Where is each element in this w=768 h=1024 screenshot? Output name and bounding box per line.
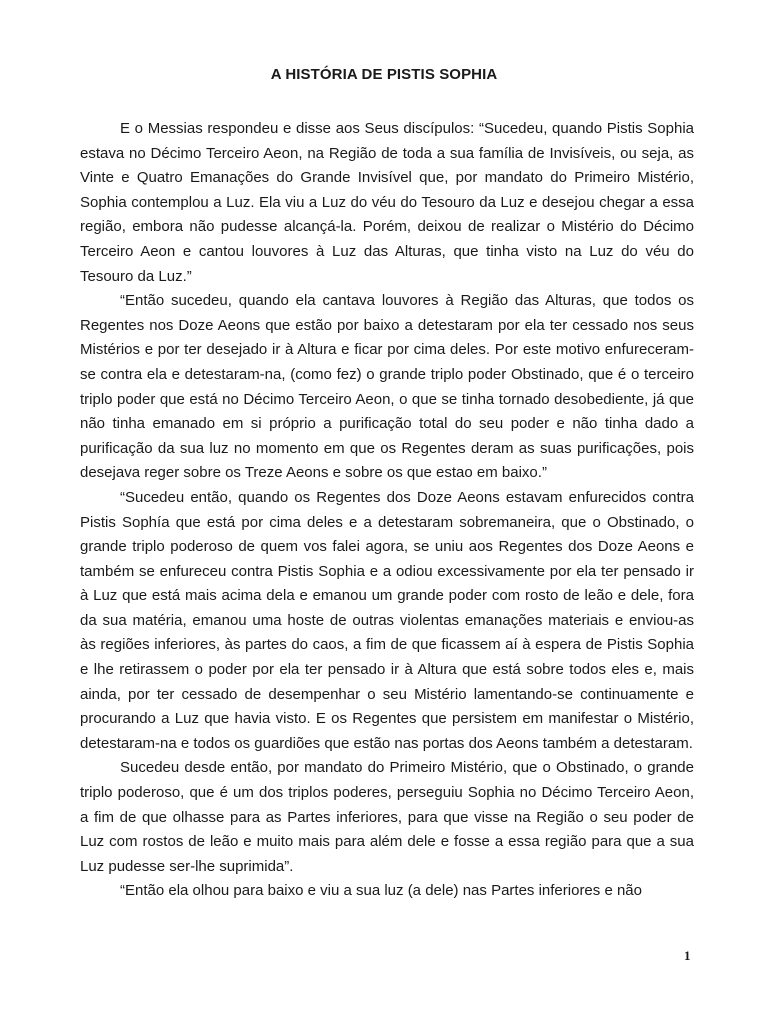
- paragraph-4: Sucedeu desde então, por mandato do Primeiro Mistério, que o Obstinado, o grande triplo poderoso, que é um dos triplos poderes, perseguiu Sophia no Décimo Terceiro Aeon, a fim de que olhasse para as Partes inferiores, para que visse na Região o seu poder de Luz com rostos de leão e muito mais para além dele e fosse a essa região para que a sua Luz pudesse ser-lhe suprimida”.: [80, 759, 694, 875]
- paragraph-5: “Então ela olhou para baixo e viu a sua luz (a dele) nas Partes inferiores e não: [120, 882, 642, 900]
- paragraph-3: “Sucedeu então, quando os Regentes dos Doze Aeons estavam enfurecidos contra Pistis Sophía que está por cima deles e a detestaram sobremaneira, que o Obstinado, o grande triplo poderoso de quem vos falei agora, se uniu aos Regentes dos Doze Aeons e também se enfureceu contra Pistis Sophia e a odiou excessivamente por ela ter pensado ir à Luz que está mais acima dela e emanou um grande poder com rosto de leão e dele, fora da sua matéria, emanou uma hoste de outras violentas emanações materiais e enviou-as às regiões inferiores, às partes do caos, a fim de que ficassem aí à espera de Pistis Sophia e lhe retirassem o poder por ela ter pensado ir à Altura que está sobre todos eles e, mais ainda, por ter cessado de desempenhar o seu Mistério lamentando-se continuamente e procurando a Luz que havia visto. E os Regentes que persistem em manifestar o Mistério, detestaram-na e todos os guardiões que estão nas portas dos Aeons também a detestaram.: [80, 488, 694, 752]
- paragraph-1: E o Messias respondeu e disse aos Seus discípulos: “Sucedeu, quando Pistis Sophia estava no Décimo Terceiro Aeon, na Região de toda a sua família de Invisíveis, ou seja, as Vinte e Quatro Emanações do Grande Invisível que, por mandato do Primeiro Mistério, Sophia contemplou a Luz. Ela viu a Luz do véu do Tesouro da Luz e desejou chegar a essa região, embora não pudesse alcançá-la. Porém, deixou de realizar o Mistério do Décimo Terceiro Aeon e cantou louvores à Luz das Alturas, que tinha visto na Luz do véu do Tesouro da Luz.”: [80, 120, 694, 285]
- paragraph-2: “Então sucedeu, quando ela cantava louvores à Região das Alturas, que todos os Regentes nos Doze Aeons que estão por baixo a detestaram por ela ter cessado nos seus Mistérios e por ter desejado ir à Altura e ficar por cima deles. Por este motivo enfureceram-se contra ela e detestaram-na, (como fez) o grande triplo poder Obstinado, que é o terceiro triplo poder que está no Décimo Terceiro Aeon, o que se tinha tornado desobediente, já que não tinha emanado em si próprio a purificação total do seu poder e não tinha dado a purificação da sua luz no momento em que os Regentes deram as suas purificações, pois desejava reger sobre os Treze Aeons e sobre os que estao em baixo.”: [80, 292, 694, 482]
- document-body: [80, 117, 694, 904]
- page-number: 1: [684, 948, 691, 963]
- document-title: A HISTÓRIA DE PISTIS SOPHIA: [270, 66, 498, 83]
